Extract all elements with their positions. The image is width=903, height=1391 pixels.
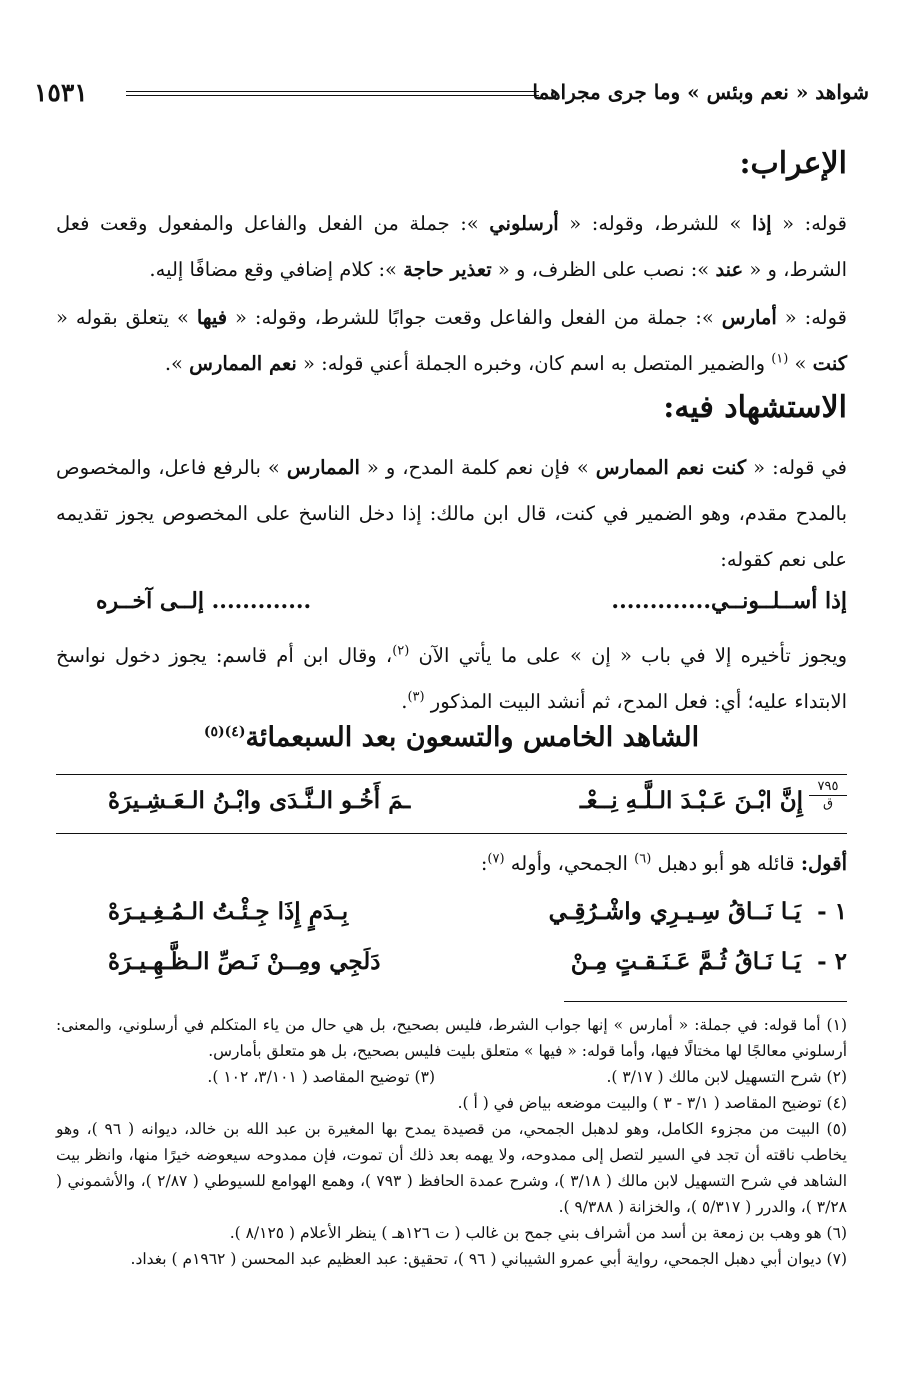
- footnotes: [56, 1012, 847, 1272]
- page-number: ١٥٣١: [34, 78, 88, 107]
- irab-paragraph-1: قوله: « إذا » للشرط، وقوله: « أرسلوني »: جملة من الفعل والفاعل والمفعول وقعت فعل الشرط، و « عند »: نصب على الظرف، و « تعذير حاجة »: كلام إضافي وقع مضافًا إليه.: [56, 212, 847, 281]
- istishhad-heading: الاستشهاد فيه:: [663, 390, 847, 425]
- poem-second-hemistich: بِـدَمٍ إِذَا جِـئْـتُ الـمُـغِـيـرَهْ: [108, 898, 349, 925]
- istishhad-paragraph-1: في قوله: « كنت نعم الممارس » فإن نعم كلمة المدح، و « الممارس » بالرفع فاعل، والمخصوص بالمدح مقدم، وهو الضمير في كنت، قال ابن مالك: إذا دخل الناسخ على المخصوص يجوز تقديمه على نعم كقوله:: [56, 456, 848, 571]
- footnote-ref: (٦): [634, 851, 652, 867]
- footnote-ref: (٢): [392, 643, 410, 659]
- cited-verse-first-hemistich: إذا أســلــونــي.............: [611, 588, 847, 614]
- irab-paragraph-2: قوله: « أمارس »: جملة من الفعل والفاعل وقعت جوابًا للشرط، وقوله: « فيها » يتعلق بقوله « كنت » $^{(١)}$ والضمير المتصل به اسم كان، وخبره الجملة أعني قوله: « نعم الممارس ».: [56, 306, 848, 375]
- running-title: شواهد « نعم وبئس » وما جرى مجراهما: [532, 80, 869, 104]
- footnote-ref: (٧): [487, 851, 505, 867]
- footnote-ref: (٤)(٥): [203, 724, 246, 740]
- footnote-3: (٣) توضيح المقاصد ( ٣/١٠١، ١٠٢ ).: [207, 1068, 435, 1086]
- footnote-5: (٥) البيت من مجزوء الكامل، وهو لدهبل الجمحي، من قصيدة يمدح بها المغيرة بن عبد الله بن خالد، ديوانه ( ٩٦ )، وهو يخاطب ناقته أن تجد في السير لتصل إلى ممدوحه، ولا يهمه بعد ذلك أن تموت، فإن ممدوحه سيعوضه خيرًا منها، وانظر بيت الشاهد في شرح التسهيل لابن مالك ( ٣/١٨ )، وشرح عمدة الحافظ ( ٧٩٣ )، وهمع الهوامع للسيوطي ( ٢/٨٧ )، والأشموني ( ٣/٢٨ )، والدرر ( ٥/٣١٧ )، والخزانة ( ٩/٣٨٨ ).: [56, 1120, 847, 1216]
- footnote-1: (١) أما قوله: في جملة: « أمارس » إنها جواب الشرط، فليس بصحيح، بل هي حال من ياء المتكلم في أرسلوني، والمعنى: أرسلوني معالجًا لها مختالًا فيها، وأما قوله: « فيها » متعلق بليت فليس بصحيح، بل هو متعلق بأمارس.: [56, 1016, 847, 1060]
- poem-line-2: [56, 948, 847, 992]
- meter-rhyme-letter: ق: [822, 796, 834, 811]
- footnote-2: (٢) شرح التسهيل لابن مالك ( ٣/١٧ ).: [606, 1068, 847, 1086]
- shahid-first-hemistich: إِنَّ ابْـنَ عَـبْـدَ الـلَّـهِ نِــعْـ: [579, 787, 803, 814]
- poem-first-hemistich: يَـا نَــاقُ سِـيـرِي واشْـرُقِـي: [548, 898, 801, 925]
- footnote-ref: (٣): [407, 689, 425, 705]
- shahid-second-hemistich: ـمَ أَخُـو الـنَّـدَى وابْـنُ الـعَـشِـيرَهْ: [108, 787, 411, 814]
- footnote-4: (٤) توضيح المقاصد ( ٣/١ - ٣ ) والبيت موضعه بياض في ( أ ).: [457, 1094, 847, 1112]
- irab-heading: الإعراب:: [739, 146, 847, 181]
- footnote-6: (٦) هو وهب بن زمعة بن أسد من أشراف بني جمح بن غالب ( ت ١٢٦هـ ) ينظر الأعلام ( ٨/١٢٥ ).: [229, 1224, 847, 1242]
- poem-first-hemistich: يَـا نَـاقُ ثُـمَّ عَـنَـقـتٍ مِـنْ: [570, 948, 801, 975]
- istishhad-paragraph-2: ويجوز تأخيره إلا في باب « إن » على ما يأتي الآن $^{(٢)}$، وقال ابن أم قاسم: يجوز دخول نواسخ الابتداء عليه؛ أي: فعل المدح، ثم أنشد البيت المذكور $^{(٣)}$.: [56, 643, 847, 713]
- poem-line-1: [56, 898, 847, 942]
- poem-line-number: ١ -: [817, 898, 847, 925]
- footnote-row: [56, 1064, 847, 1090]
- footnote-separator: [564, 1001, 847, 1002]
- poem-second-hemistich: دَلَجِي ومِــنْ نَـصِّ الـظَّـهِـيـرَهْ: [108, 948, 381, 975]
- verse-number: ٧٩٥ ق: [809, 779, 847, 812]
- shahid-verse-box: [56, 774, 847, 834]
- shahid-title: الشاهد الخامس والتسعون بعد السبعمائة$^{(٤)(٥)}$: [203, 722, 700, 753]
- poem-line-number: ٢ -: [817, 948, 847, 975]
- page-header: [34, 78, 869, 110]
- cited-verse: [56, 588, 847, 628]
- akul-intro: أقول: قائله هو أبو دهبل $^{(٦)}$ الجمحي، وأوله $^{(٧)}$:: [480, 851, 847, 875]
- footnote-ref: (١): [771, 351, 789, 367]
- header-double-rule: [126, 91, 539, 96]
- cited-verse-second-hemistich: ............. إلــى آخــره: [96, 588, 312, 614]
- footnote-7: (٧) ديوان أبي دهبل الجمحي، رواية أبي عمرو الشيباني ( ٩٦ )، تحقيق: عبد العظيم عبد المحسن ( ١٩٦٢م ) بغداد.: [130, 1250, 847, 1268]
